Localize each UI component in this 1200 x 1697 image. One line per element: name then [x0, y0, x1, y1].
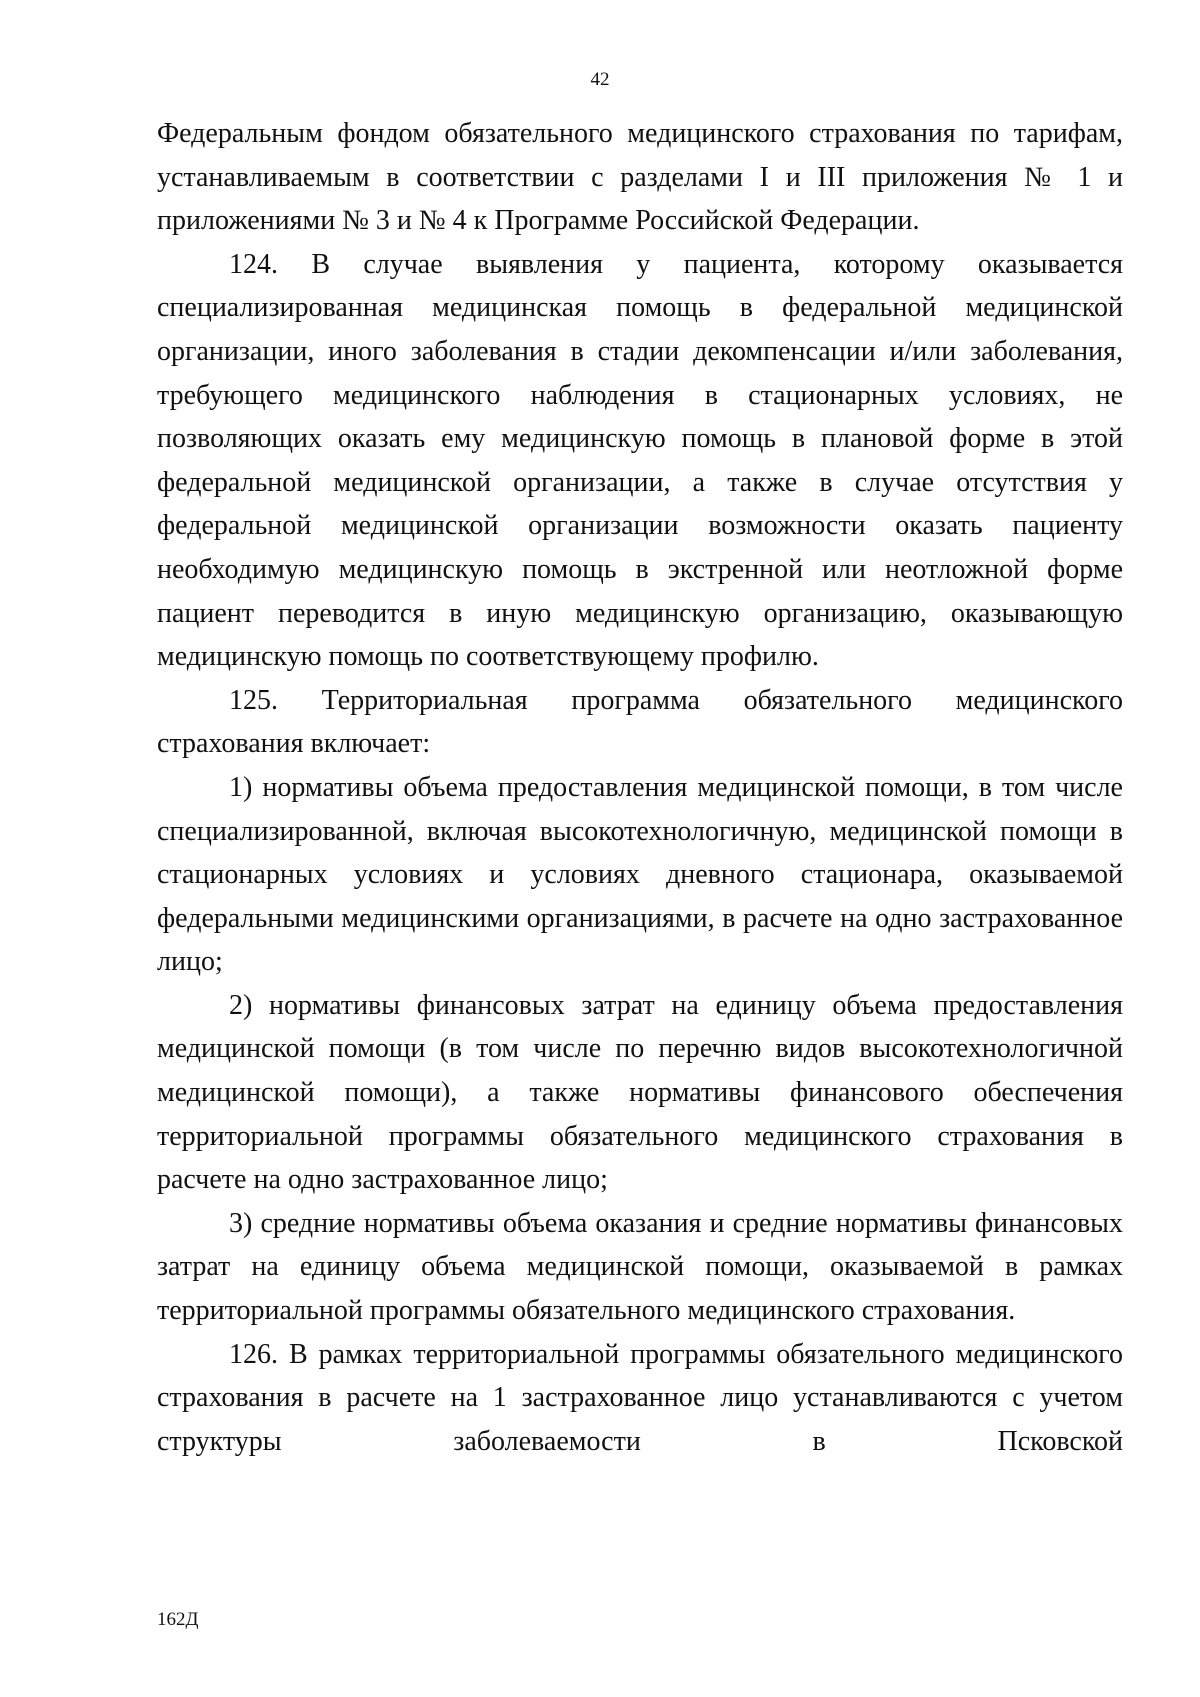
paragraph-continuation: Федеральным фондом обязательного медицинского страхования по тарифам, устанавливаемым в соответствии с разделами I и III приложения № 1 и приложениями № 3 и № 4 к Программе Российской Федерации.: [157, 118, 1123, 237]
document-code: 162Д: [157, 1609, 199, 1630]
list-item-1: 1) нормативы объема предоставления медицинской помощи, в том числе специализированной, включая высокотехнологичную, медицинской помощи в стационарных условиях и условиях дневного стационара, оказываемой федеральными медицинскими организациями, в расчете на одно застрахованное лицо;: [157, 771, 1123, 978]
paragraph-125: 125. Территориальная программа обязательного медицинского страхования включает:: [157, 684, 1123, 760]
page-number: 42: [590, 69, 610, 90]
document-body: [157, 112, 1123, 1463]
list-item-2: 2) нормативы финансовых затрат на единицу объема предоставления медицинской помощи (в том числе по перечню видов высокотехнологичной медицинской помощи), а также нормативы финансового обеспечения территориальной программы обязательного медицинского страхования в расчете на одно застрахованное лицо;: [157, 989, 1123, 1196]
paragraph-124: 124. В случае выявления у пациента, которому оказывается специализированная медицинская помощь в федеральной медицинской организации, иного заболевания в стадии декомпенсации и/или заболевания, требующего медицинского наблюдения в стационарных условиях, не позволяющих оказать ему медицинскую помощь в плановой форме в этой федеральной медицинской организации, а также в случае отсутствия у федеральной медицинской организации возможности оказать пациенту необходимую медицинскую помощь в экстренной или неотложной форме пациент переводится в иную медицинскую организацию, оказывающую медицинскую помощь по соответствующему профилю.: [157, 248, 1123, 673]
list-item-3: 3) средние нормативы объема оказания и средние нормативы финансовых затрат на единицу объема медицинской помощи, оказываемой в рамках территориальной программы обязательного медицинского страхования.: [157, 1207, 1123, 1327]
paragraph-126: 126. В рамках территориальной программы обязательного медицинского страхования в расчете на 1 застрахованное лицо устанавливаются с учетом структуры заболеваемости в Псковской: [157, 1338, 1123, 1457]
